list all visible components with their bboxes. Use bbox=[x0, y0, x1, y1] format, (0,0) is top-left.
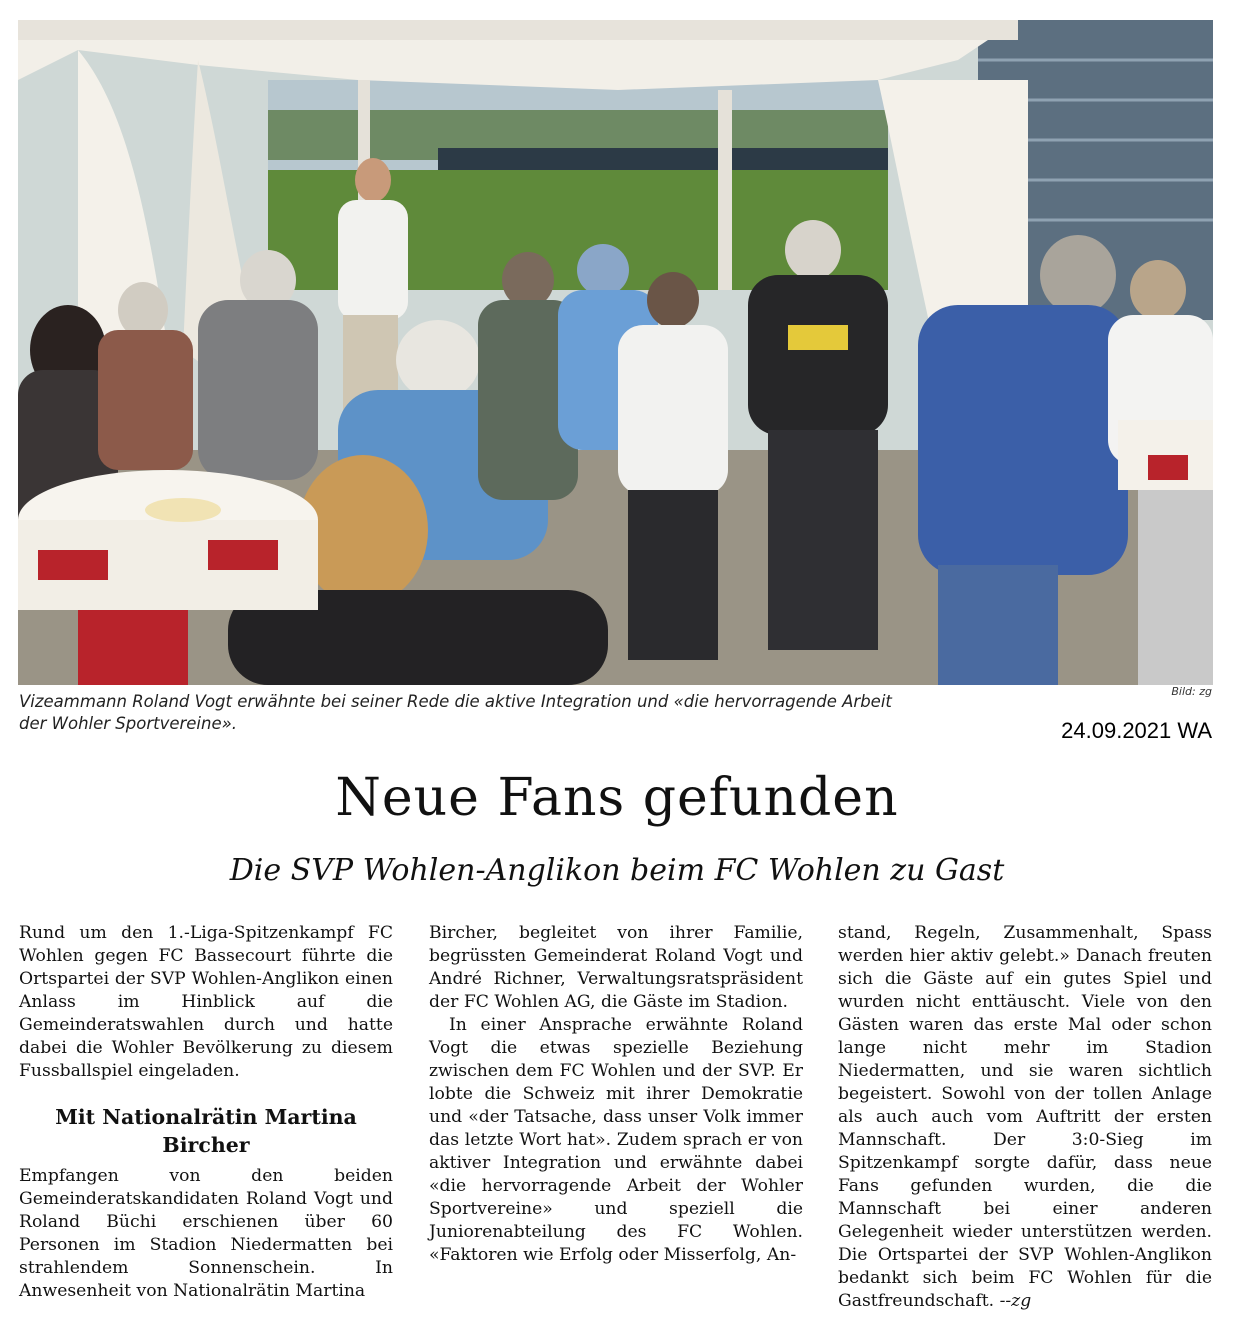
article-subheadline: Die SVP Wohlen-Anglikon beim FC Wohlen zu Gast bbox=[229, 853, 1005, 888]
article-paragraph: Bircher, begleitet von ihrer Familie, begrüssten Gemeinderat Roland Vogt und André Richner, Verwaltungsratspräsident der FC Wohlen AG, die Gäste im Stadion. bbox=[429, 923, 803, 1012]
photo-caption: Vizeammann Roland Vogt erwähnte bei seiner Rede die aktive Integration und «die hervorragende Arbeit der Wohler Sportvereine». bbox=[19, 692, 892, 733]
article-column-1 bbox=[19, 922, 393, 1303]
article-column-2 bbox=[429, 922, 803, 1267]
author-signature: --zg bbox=[999, 1291, 1032, 1311]
article-paragraph: In einer Ansprache erwähnte Roland Vogt die etwas spezielle Beziehung zwischen dem FC Wohlen und der SVP. Er lobte die Schweiz mit ihrer Demokratie und «der Tatsache, dass unser Volk immer das letzte Wort hat». Zudem sprach er von aktiver Integration und erwähnte dabei «die hervorragende Arbeit der Wohler Sportvereine» und speziell die Juniorenabteilung des FC Wohlen. «Faktoren wie Erfolg oder Misserfolg, An- bbox=[429, 1015, 803, 1265]
article-photo bbox=[18, 20, 1213, 685]
article-column-3 bbox=[838, 922, 1212, 1313]
article-paragraph: Rund um den 1.-Liga-Spitzenkampf FC Wohlen gegen FC Bassecourt führte die Ortspartei der SVP Wohlen-Anglikon einen Anlass im Hinblick auf die Gemeinderatswahlen durch und hatte dabei die Wohler Bevölkerung zu diesem Fussballspiel eingeladen. bbox=[19, 923, 393, 1081]
section-title: Mit Nationalrätin Martina Bircher bbox=[55, 1105, 357, 1157]
photo-credit: Bild: zg bbox=[1171, 685, 1212, 698]
article-paragraph: Empfangen von den beiden Gemeinderatskandidaten Roland Vogt und Roland Büchi erschienen über 60 Personen im Stadion Niedermatten bei strahlendem Sonnenschein. In Anwesenheit von Nationalrätin Martina bbox=[19, 1166, 393, 1301]
article-paragraph-end bbox=[838, 922, 1212, 1313]
article-headline: Neue Fans gefunden bbox=[335, 768, 899, 828]
article-paragraph-text: stand, Regeln, Zusammenhalt, Spass werden hier aktiv gelebt.» Danach freuten sich die Gäste auf ein gutes Spiel und wurden nicht enttäuscht. Viele von den Gästen waren das erste Mal oder schon lange nicht mehr im Stadion Niedermatten, und sie waren sichtlich begeistert. Sowohl von der tollen Anlage als auch auch vom Auftritt der ersten Mannschaft. Der 3:0-Sieg im Spitzenkampf sorgte dafür, dass neue Fans gefunden wurden, die die Mannschaft bei einer anderen Gelegenheit wieder unterstützen werden. Die Ortspartei der SVP Wohlen-Anglikon bedankt sich beim FC Wohlen für die Gastfreundschaft. bbox=[838, 923, 1212, 1311]
date-stamp: 24.09.2021 WA bbox=[1061, 718, 1212, 743]
event-photo-illustration bbox=[18, 20, 1213, 685]
